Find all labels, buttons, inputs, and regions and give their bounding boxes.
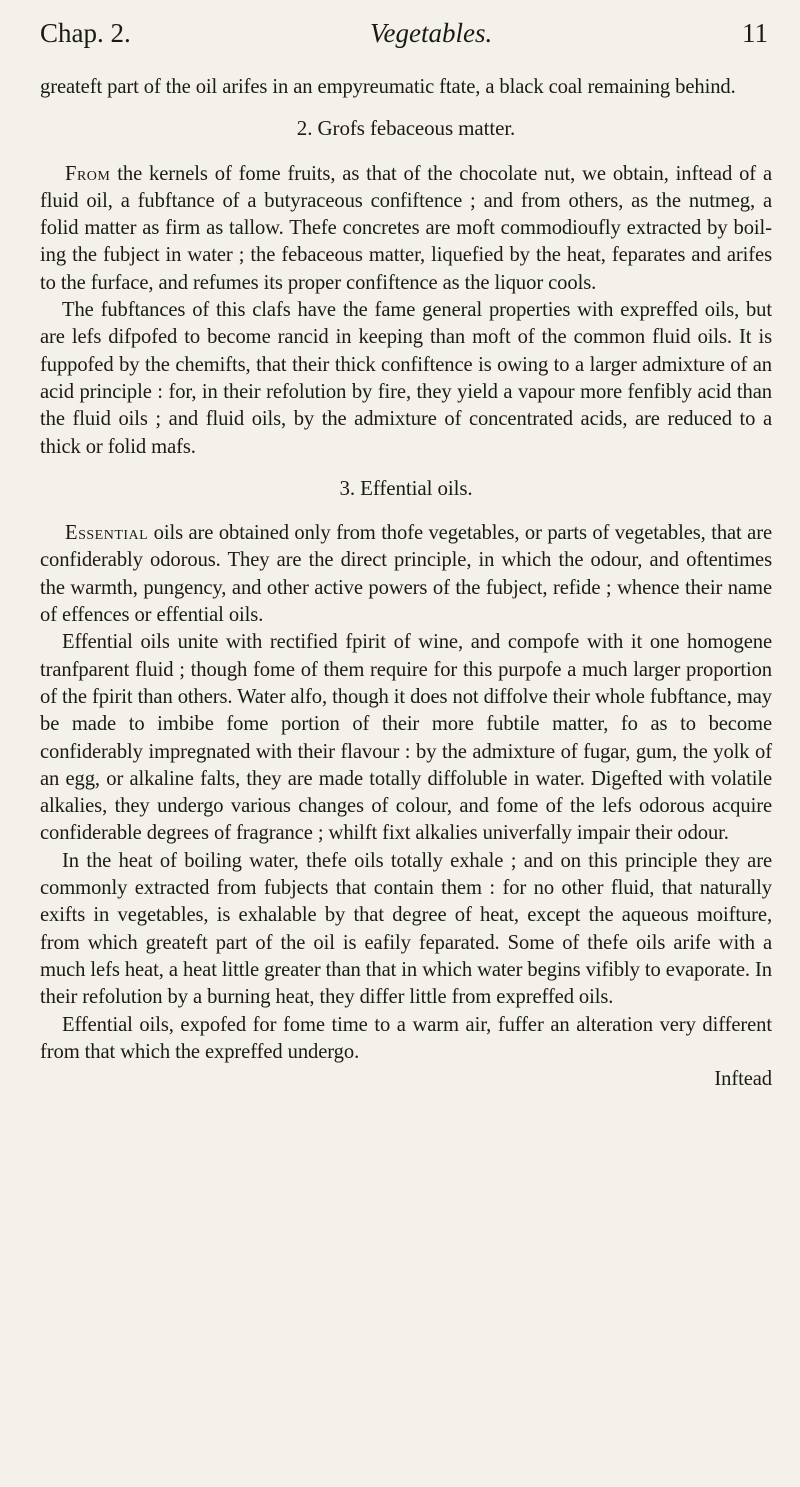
running-header	[40, 18, 768, 58]
continuation-paragraph: greateft part of the oil arifes in an empyreumatic ftate, a black coal remaining behind.	[40, 76, 736, 98]
paragraph-text: oils are obtained only from thofe vegetables, or parts of vegetables, that are confiderably odorous. They are the direct principle, in which the odour, and oftentimes the warmth, pungency, and other active powers of the fubject, refide ; whence their name of effences or effential oils.	[40, 522, 772, 627]
paragraph: Effential oils unite with rectified fpirit of wine, and compofe with it one homogene tranfparent fluid ; though fome of them require for this purpofe a much larger proportion of the fpirit than others. Water alfo, though it does not diffolve their whole fubftance, may be made to imbibe fome portion of their more fubtile matter, fo as to become confiderably impregnated with their flavour : by the admixture of fugar, gum, the yolk of an egg, or alkaline falts, they are made totally diffoluble in water. Digefted with volatile alkalies, they undergo various changes of colour, and fome of the lefs odorous acquire confiderable degrees of fragrance ; whilft fixt alkalies univerfally impair their odour.	[40, 631, 772, 845]
paragraph	[40, 161, 772, 297]
lead-word: From	[65, 162, 111, 185]
page-body	[40, 74, 772, 1093]
page-number: 11	[742, 18, 768, 48]
chapter-label: Chap. 2.	[40, 18, 131, 48]
paragraph	[40, 520, 772, 629]
paragraph: The fubftances of this clafs have the fame general properties with expreffed oils, but are lefs difpofed to become rancid in keeping than moft of the common fluid oils. It is fuppofed by the chemifts, that their thick confiftence is owing to a larger admixture of an acid principle : for, in their refolution by fire, they yield a vapour more fenfibly acid than the fluid oils ; and fluid oils, by the admixture of concentrated acids, are reduced to a thick or folid mafs.	[40, 299, 772, 458]
lead-word: Essential	[65, 522, 149, 545]
section-heading-3: 3. Effential oils.	[339, 475, 473, 500]
running-title: Vegetables.	[370, 18, 493, 48]
paragraph: Effential oils, expofed for fome time to a warm air, fuffer an alteration very different from that which the expreffed undergo.	[40, 1013, 772, 1063]
catchword: Inftead	[714, 1068, 772, 1091]
section-heading-2: 2. Grofs febaceous matter.	[296, 116, 516, 141]
paragraph-text: the kernels of fome fruits, as that of the chocolate nut, we obtain, inftead of a fluid oil, a fubftance of a butyraceous confiftence ; and from others, as the nutmeg, a folid matter as firm as tallow. Thefe concretes are moft commodioufly extracted by boiling the fubject in water ; the febaceous matter, liquefied by the heat, feparates and arifes to the furface, and refumes its proper confiftence as the liquor cools.	[40, 162, 772, 294]
paragraph: In the heat of boiling water, thefe oils totally exhale ; and on this principle they are commonly extracted from fubjects that contain them : for no other fluid, that naturally exifts in vegetables, is exhalable by that degree of heat, except the aqueous moifture, from which greateft part of the oil is eafily feparated. Some of thefe oils arife with a much lefs heat, a heat little greater than that in which water begins vifibly to evaporate. In their refolution by a burning heat, they differ little from expreffed oils.	[40, 849, 772, 1009]
